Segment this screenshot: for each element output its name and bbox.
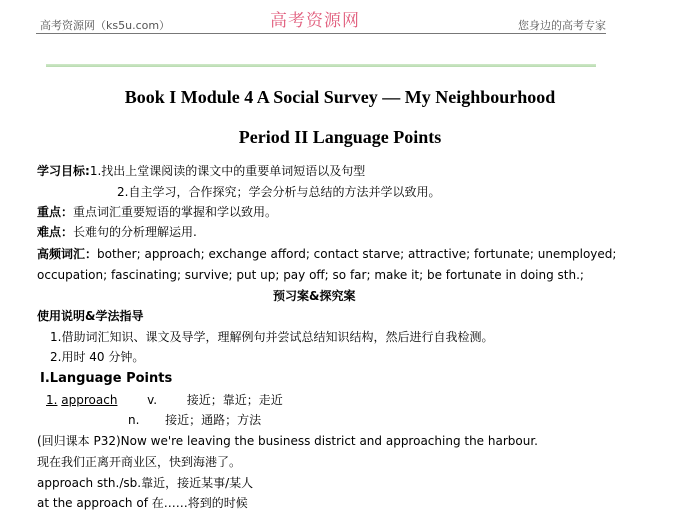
example-english: (回归课本 P32)Now we're leaving the business district and approaching the harbour. — [37, 434, 538, 448]
difficult-text: 长难句的分析理解运用. — [73, 225, 197, 239]
title-line-2: Period II Language Points — [238, 127, 442, 147]
goals-line-2 — [117, 184, 440, 200]
difficult-line — [37, 224, 197, 240]
vocab-list-2: occupation; fascinating; survive; put up; pay off; so far; make it; be fortunate in doing sth.; — [37, 268, 584, 282]
roman-numeral: Ⅰ — [40, 371, 45, 386]
document-subtitle — [0, 127, 680, 148]
phrase-at-the-approach: at the approach of 在……将到的时候 — [37, 496, 248, 510]
vocab-list-1: bother; approach; exchange afford; contact starve; attractive; fortunate; unemployed; — [97, 247, 617, 261]
section-heading — [273, 288, 355, 304]
header-logo-text: 高考资源网 — [270, 11, 360, 31]
goals-item-1: 1.找出上堂课阅读的课文中的重要单词短语以及句型 — [89, 164, 366, 178]
pos-verb: v. — [147, 393, 158, 407]
goals-label: 学习目标: — [37, 164, 90, 178]
instructions-heading — [37, 308, 143, 324]
header-divider — [36, 33, 606, 34]
vocab-label: 高频词汇： — [37, 247, 98, 261]
section-heading-text: 预习案&探究案 — [273, 289, 356, 303]
entry-word: approach — [61, 393, 118, 407]
instructions-item-1: 1.借助词汇知识、课文及导学，理解例句并尝试总结知识结构，然后进行自我检测。 — [50, 330, 494, 344]
goals-item-2: 2.自主学习，合作探究；学会分析与总结的方法并学以致用。 — [117, 185, 441, 199]
pos-noun: n. — [128, 413, 140, 427]
difficult-label: 难点： — [37, 225, 74, 239]
document-title — [0, 87, 680, 108]
vocab-line-1 — [37, 246, 616, 262]
entry-approach-noun — [128, 412, 261, 428]
header-right-text: 您身边的高考专家 — [518, 19, 606, 32]
phrase-approach-sth: approach sth./sb.靠近，接近某事/某人 — [37, 476, 254, 490]
language-points-title: .Language Points — [44, 371, 173, 386]
entry-approach-verb — [46, 392, 283, 408]
vocab-line-2 — [37, 267, 584, 283]
green-rule — [46, 64, 596, 67]
meaning-verb: 接近；靠近；走近 — [186, 393, 283, 407]
instructions-item-2: 2.用时 40 分钟。 — [50, 350, 145, 364]
example-chinese: 现在我们正离开商业区，快到海港了。 — [37, 455, 242, 469]
key-points-text: 重点词汇重要短语的掌握和学以致用。 — [73, 205, 278, 219]
header-left-text: 高考资源网（ks5u.com） — [40, 19, 171, 32]
key-points-label: 重点： — [37, 205, 74, 219]
meaning-noun: 接近；通路；方法 — [165, 413, 262, 427]
key-points-line — [37, 204, 277, 220]
page-header — [0, 0, 680, 40]
goals-line-1 — [37, 163, 365, 179]
entry-number: 1. — [46, 393, 58, 407]
instructions-label: 使用说明&学法指导 — [37, 309, 144, 323]
title-line-1: Book I Module 4 A Social Survey — My Neighbourhood — [124, 87, 556, 107]
language-points-heading — [40, 371, 172, 387]
